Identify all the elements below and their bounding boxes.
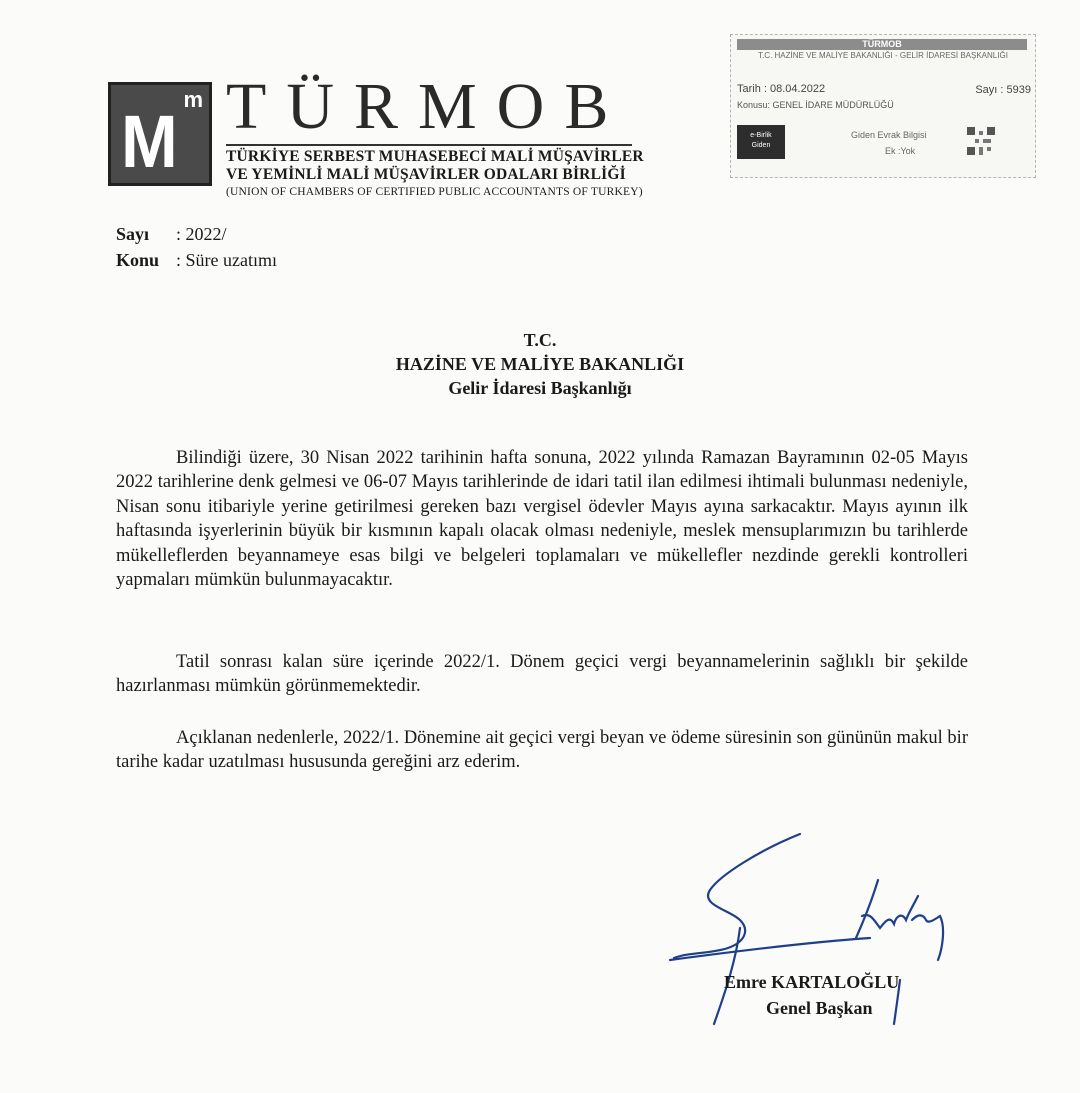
addressee-line3: Gelir İdaresi Başkanlığı xyxy=(448,378,632,398)
organization-name-line2: VE YEMİNLİ MALİ MÜŞAVİRLER ODALARI BİRLİĞİ xyxy=(226,166,626,183)
organization-short-name: TÜRMOB xyxy=(226,70,629,143)
body-paragraph-1: Bilindiği üzere, 30 Nisan 2022 tarihinin hafta sonuna, 2022 yılında Ramazan Bayramının 02-05 Mayıs 2022 tarihlerine denk gelmesi ve 06-07 Mayıs tarihlerinde de idari tatil ilan edilmesi ihtimali bulunması nedeniyle, Nisan sonu itibariyle yerine getirilmesi gereken bazı vergisel ödevler Mayıs ayına sarkacaktır. Mayıs ayının ilk haftasında işyerlerinin büyük bir kısmının kapalı olacak olması nedeniyle, meslek mensuplarımızın bu tarihlerde mükelleflerden beyannameye esas bilgi ve belgeleri toplamaları ve mükellefler nezdinde gerekli kontrolleri yapmaları mümkün bulunmayacaktır. xyxy=(116,448,968,591)
stamp-badge xyxy=(737,125,785,159)
organization-logo xyxy=(108,82,212,186)
letterhead-divider xyxy=(226,144,632,146)
stamp-subject: Konusu: GENEL İDARE MÜDÜRLÜĞÜ xyxy=(737,100,894,110)
stamp-info-line2: Ek :Yok xyxy=(885,146,916,156)
document-subject-value: : Süre uzatımı xyxy=(176,250,277,270)
stamp-badge-line2: Giden xyxy=(751,142,771,149)
signatory-title: Genel Başkan xyxy=(766,998,873,1018)
qr-code-icon xyxy=(967,127,995,155)
document-subject xyxy=(116,248,277,272)
document-subject-label: Konu xyxy=(116,250,160,270)
body-paragraph-3: Açıklanan nedenlerle, 2022/1. Dönemine ait geçici vergi beyan ve ödeme süresinin son gününün makul bir tarihe kadar uzatılması hususunda gereğini arz ederim. xyxy=(116,728,968,773)
organization-name-line1: TÜRKİYE SERBEST MUHASEBECİ MALİ MÜŞAVİRLER xyxy=(226,148,644,165)
stamp-info-line1: Giden Evrak Bilgisi xyxy=(851,130,927,140)
stamp-badge-line1: e-Birlik xyxy=(750,132,772,139)
logo-mark: M xyxy=(121,100,175,183)
document-number xyxy=(116,222,227,246)
addressee-line1: T.C. xyxy=(523,330,557,350)
stamp-date: Tarih : 08.04.2022 xyxy=(737,83,826,95)
document-number-value: : 2022/ xyxy=(176,224,227,244)
registry-stamp xyxy=(730,34,1036,178)
stamp-number: Sayı : 5939 xyxy=(975,84,1031,96)
stamp-header: TÜRMOB xyxy=(737,39,1027,50)
stamp-subtitle: T.C. HAZİNE VE MALİYE BAKANLIĞI - GELİR İDARESİ BAŞKANLIĞI xyxy=(758,51,1008,60)
body-paragraph-2: Tatil sonrası kalan süre içerinde 2022/1. Dönem geçici vergi beyannamelerinin sağlıklı bir şekilde hazırlanması mümkün görünmemektedir. xyxy=(116,652,968,697)
organization-name-english: (UNION OF CHAMBERS OF CERTIFIED PUBLIC ACCOUNTANTS OF TURKEY) xyxy=(226,186,643,198)
addressee-line2: HAZİNE VE MALİYE BAKANLIĞI xyxy=(395,354,685,374)
document-number-label: Sayı xyxy=(116,224,150,244)
signatory-name: Emre KARTALOĞLU xyxy=(724,972,900,992)
logo-superscript: m xyxy=(183,87,203,112)
